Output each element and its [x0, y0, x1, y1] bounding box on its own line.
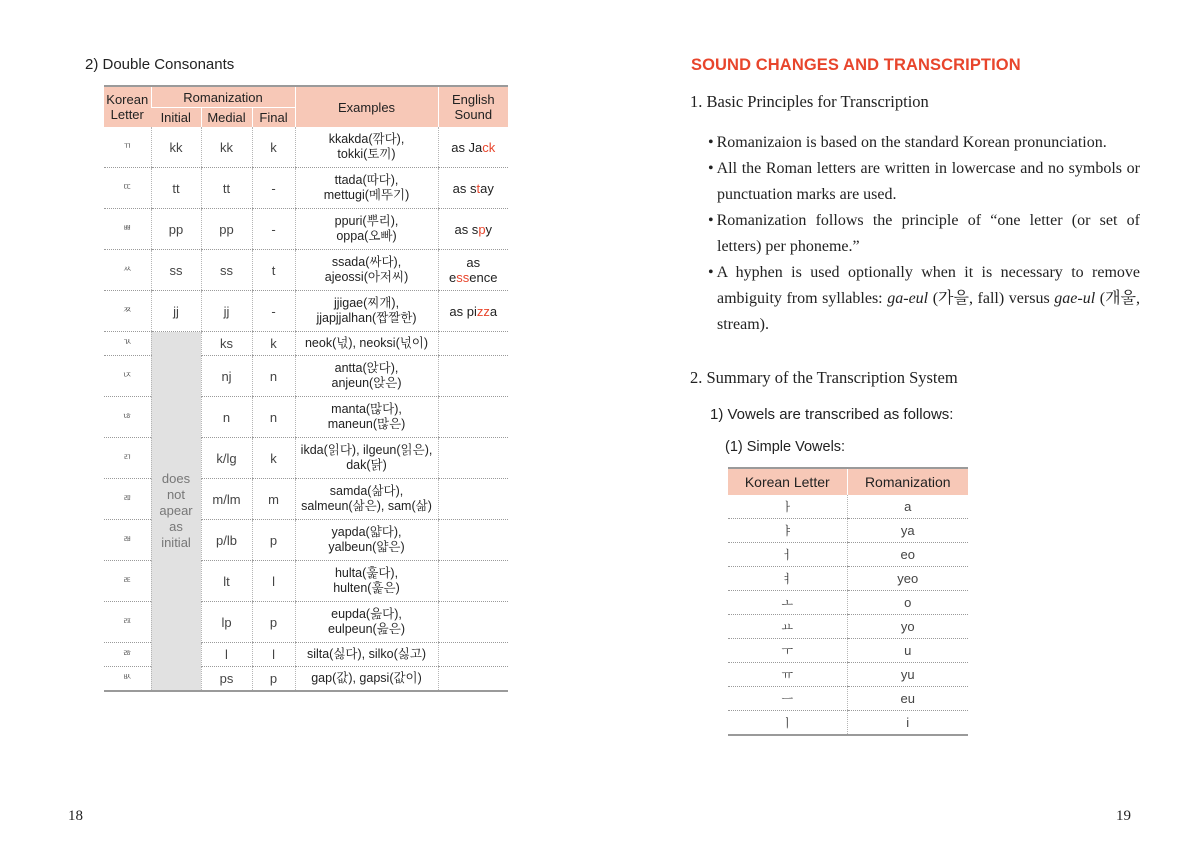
- simple-vowels-table: [728, 467, 968, 736]
- table-row: [728, 495, 968, 519]
- korean-letter-cell: ㅑ: [728, 519, 847, 543]
- examples-cell: hulta(훑다), hulten(훑은): [295, 561, 438, 602]
- final-cell: l: [252, 561, 295, 602]
- page-number-left: 18: [68, 808, 83, 824]
- medial-cell: ps: [201, 667, 252, 692]
- examples-cell: jjigae(찌개), jjapjjalhan(짭짤한): [295, 291, 438, 332]
- english-sound-cell: [438, 643, 508, 667]
- medial-cell: kk: [201, 127, 252, 168]
- medial-cell: pp: [201, 209, 252, 250]
- korean-letter-cell: ㅆ: [104, 250, 151, 291]
- table-row: [104, 291, 508, 332]
- medial-cell: ks: [201, 332, 252, 356]
- examples-cell: yapda(얇다), yalbeun(얇은): [295, 520, 438, 561]
- romanization-cell: yu: [847, 663, 968, 687]
- examples-cell: silta(싫다), silko(싫고): [295, 643, 438, 667]
- final-cell: p: [252, 520, 295, 561]
- table-row: [728, 567, 968, 591]
- medial-cell: l: [201, 643, 252, 667]
- table-row: [104, 127, 508, 168]
- table-row: [728, 543, 968, 567]
- examples-cell: ssada(싸다), ajeossi(아저씨): [295, 250, 438, 291]
- initial-cell: pp: [151, 209, 201, 250]
- korean-letter-cell: ㄺ: [104, 438, 151, 479]
- english-sound-cell: as pizza: [438, 291, 508, 332]
- right-page: [600, 0, 1200, 857]
- final-cell: -: [252, 209, 295, 250]
- medial-cell: nj: [201, 356, 252, 397]
- korean-letter-cell: ㄵ: [104, 356, 151, 397]
- final-cell: -: [252, 291, 295, 332]
- english-sound-cell: [438, 356, 508, 397]
- double-consonants-table: [104, 85, 508, 692]
- medial-cell: lt: [201, 561, 252, 602]
- korean-letter-cell: ㄸ: [104, 168, 151, 209]
- examples-cell: samda(삶다), salmeun(삶은), sam(삶): [295, 479, 438, 520]
- medial-cell: m/lm: [201, 479, 252, 520]
- korean-letter-cell: ㅀ: [104, 643, 151, 667]
- final-cell: p: [252, 602, 295, 643]
- english-sound-cell: as essence: [438, 250, 508, 291]
- korean-letter-cell: ㄾ: [104, 561, 151, 602]
- section-title-double-consonants: 2) Double Consonants: [85, 56, 235, 73]
- korean-letter-cell: ㅠ: [728, 663, 847, 687]
- list-item: • Romanization follows the principle of “one letter (or set of letters) per phoneme.”: [708, 208, 1140, 260]
- korean-letter-cell: ㄶ: [104, 397, 151, 438]
- examples-cell: manta(많다), maneun(많은): [295, 397, 438, 438]
- examples-cell: ttada(따다), mettugi(메뚜기): [295, 168, 438, 209]
- korean-letter-cell: ㅉ: [104, 291, 151, 332]
- header-korean-letter: Korean Letter: [104, 86, 151, 127]
- list-item: • Romanizaion is based on the standard Korean pronunciation.: [708, 130, 1140, 156]
- korean-letter-cell: ㅛ: [728, 615, 847, 639]
- english-sound-cell: as stay: [438, 168, 508, 209]
- examples-cell: gap(값), gapsi(값이): [295, 667, 438, 692]
- medial-cell: k/lg: [201, 438, 252, 479]
- romanization-cell: o: [847, 591, 968, 615]
- english-sound-cell: [438, 397, 508, 438]
- table-row: [728, 639, 968, 663]
- header-examples: Examples: [295, 86, 438, 127]
- initial-cell: kk: [151, 127, 201, 168]
- medial-cell: lp: [201, 602, 252, 643]
- english-sound-cell: [438, 438, 508, 479]
- examples-cell: eupda(읊다), eulpeun(읊은): [295, 602, 438, 643]
- principles-list: [708, 130, 1140, 338]
- table-row: [104, 168, 508, 209]
- medial-cell: tt: [201, 168, 252, 209]
- table-row: [104, 332, 508, 356]
- romanization-cell: a: [847, 495, 968, 519]
- korean-letter-cell: ㅡ: [728, 687, 847, 711]
- final-cell: k: [252, 127, 295, 168]
- romanization-cell: u: [847, 639, 968, 663]
- korean-letter-cell: ㅏ: [728, 495, 847, 519]
- romanization-cell: eu: [847, 687, 968, 711]
- korean-letter-cell: ㄲ: [104, 127, 151, 168]
- examples-cell: ikda(읽다), ilgeun(읽은), dak(닭): [295, 438, 438, 479]
- korean-letter-cell: ㅗ: [728, 591, 847, 615]
- english-sound-cell: [438, 667, 508, 692]
- table-row: [104, 250, 508, 291]
- table-row: [728, 519, 968, 543]
- final-cell: -: [252, 168, 295, 209]
- subheading-summary: 2. Summary of the Transcription System: [690, 368, 958, 387]
- subheading-basic-principles: 1. Basic Principles for Transcription: [690, 92, 929, 111]
- header-medial: Medial: [201, 108, 252, 128]
- header-romanization: Romanization: [151, 86, 295, 108]
- initial-cell: jj: [151, 291, 201, 332]
- table-row: [728, 591, 968, 615]
- korean-letter-cell: ㄳ: [104, 332, 151, 356]
- table-row: [728, 687, 968, 711]
- korean-letter-cell: ㄿ: [104, 602, 151, 643]
- header-romanization: Romanization: [847, 468, 968, 495]
- table-row: [104, 209, 508, 250]
- korean-letter-cell: ㄻ: [104, 479, 151, 520]
- korean-letter-cell: ㅜ: [728, 639, 847, 663]
- final-cell: m: [252, 479, 295, 520]
- english-sound-cell: as spy: [438, 209, 508, 250]
- english-sound-cell: as Jack: [438, 127, 508, 168]
- header-english-sound: English Sound: [438, 86, 508, 127]
- final-cell: p: [252, 667, 295, 692]
- english-sound-cell: [438, 561, 508, 602]
- header-final: Final: [252, 108, 295, 128]
- medial-cell: jj: [201, 291, 252, 332]
- english-sound-cell: [438, 520, 508, 561]
- medial-cell: p/lb: [201, 520, 252, 561]
- english-sound-cell: [438, 602, 508, 643]
- medial-cell: ss: [201, 250, 252, 291]
- romanization-cell: yeo: [847, 567, 968, 591]
- final-cell: n: [252, 356, 295, 397]
- header-initial: Initial: [151, 108, 201, 128]
- korean-letter-cell: ㅣ: [728, 711, 847, 736]
- table-row: [728, 711, 968, 736]
- romanization-cell: eo: [847, 543, 968, 567]
- korean-letter-cell: ㄼ: [104, 520, 151, 561]
- subheading-simple-vowels: (1) Simple Vowels:: [725, 439, 846, 455]
- final-cell: k: [252, 332, 295, 356]
- romanization-cell: ya: [847, 519, 968, 543]
- examples-cell: neok(넋), neoksi(넋이): [295, 332, 438, 356]
- examples-cell: antta(앉다), anjeun(앉은): [295, 356, 438, 397]
- initial-cell: ss: [151, 250, 201, 291]
- english-sound-cell: [438, 479, 508, 520]
- table-row: [728, 615, 968, 639]
- header-korean-letter: Korean Letter: [728, 468, 847, 495]
- romanization-cell: yo: [847, 615, 968, 639]
- final-cell: l: [252, 643, 295, 667]
- chapter-heading: SOUND CHANGES AND TRANSCRIPTION: [691, 56, 1021, 74]
- examples-cell: kkakda(깎다), tokki(토끼): [295, 127, 438, 168]
- romanization-cell: i: [847, 711, 968, 736]
- subheading-vowels: 1) Vowels are transcribed as follows:: [710, 406, 954, 423]
- korean-letter-cell: ㅕ: [728, 567, 847, 591]
- initial-cell: tt: [151, 168, 201, 209]
- final-cell: k: [252, 438, 295, 479]
- examples-cell: ppuri(뿌리), oppa(오빠): [295, 209, 438, 250]
- english-sound-cell: [438, 332, 508, 356]
- korean-letter-cell: ㅄ: [104, 667, 151, 692]
- korean-letter-cell: ㅃ: [104, 209, 151, 250]
- medial-cell: n: [201, 397, 252, 438]
- final-cell: n: [252, 397, 295, 438]
- list-item: • All the Roman letters are written in lowercase and no symbols or punctuation marks are used.: [708, 156, 1140, 208]
- table-row: [728, 663, 968, 687]
- not-initial-note: does not apear as initial: [151, 332, 201, 692]
- final-cell: t: [252, 250, 295, 291]
- page-number-right: 19: [1116, 808, 1131, 824]
- korean-letter-cell: ㅓ: [728, 543, 847, 567]
- list-item: • A hyphen is used optionally when it is necessary to remove ambiguity from syllables: ga-eul (가을, fall) versus gae-ul (개울, stream).: [708, 260, 1140, 338]
